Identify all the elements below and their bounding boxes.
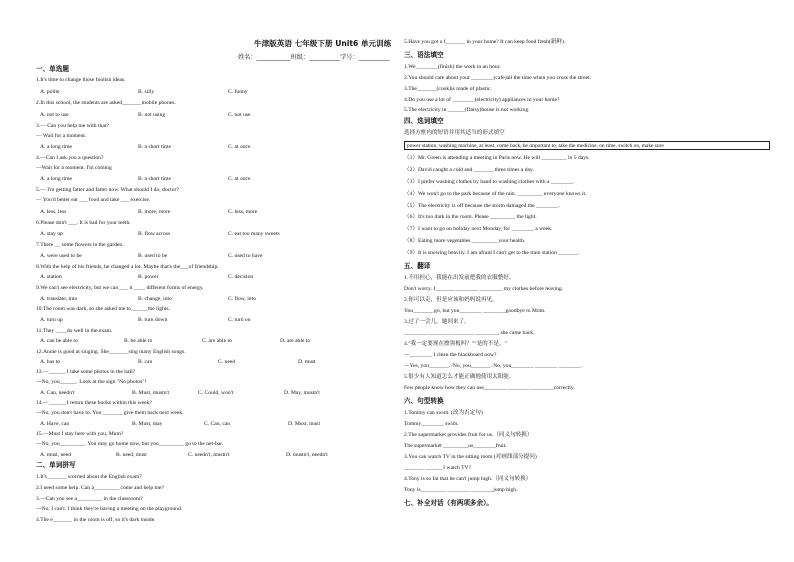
translation-1-chinese: 1.不用担心，我能在出发前把我的衣服整好。 bbox=[404, 275, 515, 281]
option: C. are able to bbox=[202, 338, 232, 344]
option: A. not to use bbox=[40, 112, 69, 118]
question-3-reply: — Wait for a moment. bbox=[36, 133, 87, 139]
transform-3-answer: _______ ______ I watch TV? bbox=[404, 465, 472, 471]
option: C. funny bbox=[228, 89, 248, 95]
translation-1-english: Don't worry. I_______ ________ ________ my clothes before leaving. bbox=[404, 286, 564, 292]
translation-5-chinese: 5.很少有人知道怎么才能正确地使用太阳能。 bbox=[404, 374, 515, 380]
question-11: 11.They ____do well in the exam. bbox=[36, 328, 113, 334]
question-8: 8.With the help of his friends, he changed a lot. Maybe that's the___of friendship. bbox=[36, 264, 219, 270]
translation-2-chinese: 2.你可以走，但是应该和妈妈说再见。 bbox=[404, 297, 498, 303]
spelling-5: 5.Have you got a f_______ in your home? It can keep food fresh(新鲜). bbox=[404, 39, 566, 45]
option: A. polite bbox=[40, 89, 60, 95]
option: A. were used to be bbox=[40, 253, 82, 259]
transform-1: 1.Tommy can swim. (改为否定句) bbox=[404, 410, 483, 416]
question-3: 3.— Can you help me with that? bbox=[36, 123, 109, 129]
grammar-1: 1.We________(finish) the work in an hour. bbox=[404, 64, 501, 70]
option: D. Must, must bbox=[288, 421, 321, 427]
question-4-reply: —Wait for a moment. I'm coming bbox=[36, 165, 112, 171]
question-14-reply: —No, you don't have to. You _______ give them back next week. bbox=[36, 410, 184, 416]
question-12: 12.Annie is good at singing. She_______sing many English songs. bbox=[36, 349, 186, 355]
question-4: 4.—Can I ask you a question? bbox=[36, 155, 104, 161]
option: A. less, less bbox=[40, 209, 67, 215]
option: C. turn on bbox=[228, 317, 251, 323]
section-title-choice: 一、单选题 bbox=[36, 65, 69, 73]
word-choice-5: （5）The electricity is off because the storm damaged the ________. bbox=[404, 203, 560, 209]
question-13-reply: —No, you______. Look at the sign "No photos"! bbox=[36, 379, 147, 385]
option: B. more, more bbox=[138, 209, 171, 215]
transform-3: 3.You can watch TV in the sitting room.(对画线部分提问) bbox=[404, 454, 537, 460]
option: D. must bbox=[298, 359, 316, 365]
question-13: 13.—______ I take some photos in the hall? bbox=[36, 369, 136, 375]
word-choice-2: （2）David caught a cold and _______ three times a day. bbox=[404, 167, 534, 173]
student-info-line: 姓名：___________班级：__________学号：__________ bbox=[238, 54, 390, 61]
option: C. used to have bbox=[228, 253, 263, 259]
page-title: 牛津版英语 七年级下册 Unit6 单元训练 bbox=[254, 39, 392, 48]
section-title-word-choice: 四、选词填空 bbox=[404, 117, 444, 125]
question-5-reply: — You'd better eat ___ food and take ___ exercise. bbox=[36, 197, 151, 203]
option: C. at once bbox=[228, 176, 251, 182]
question-6: 6.Please don't ___. It is bad for your teeth. bbox=[36, 220, 131, 226]
option: B. flow across bbox=[138, 231, 171, 237]
word-bank-box: power station, washing machine, at least, come back, be important to, take the medicine, on time, switch on, make sure bbox=[404, 141, 770, 150]
option: A. must, need bbox=[40, 452, 72, 458]
option: B. power bbox=[138, 274, 159, 280]
option: C. at once bbox=[228, 144, 251, 150]
option: B. used to be bbox=[138, 253, 168, 259]
spelling-1: 1.It's_______ worried about the English exam? bbox=[36, 474, 142, 480]
option: A. stay up bbox=[40, 231, 63, 237]
spelling-4: 4.The e_______ in the room is off, so it's dark inside. bbox=[36, 517, 156, 523]
option: D. are able to bbox=[280, 338, 311, 344]
option: C. Could, won't bbox=[198, 390, 234, 396]
option: A. can be able to bbox=[40, 338, 78, 344]
option: C. decision bbox=[228, 274, 254, 280]
section-title-spelling: 二、单词拼写 bbox=[36, 461, 76, 469]
option: D. mustn't, needn't bbox=[286, 452, 328, 458]
question-10: 10.The room was dark, so she asked me to______the lights. bbox=[36, 306, 170, 312]
option: B. turn down bbox=[138, 317, 168, 323]
translation-5-english: Few people know how they can use________ ________ ________correctly. bbox=[404, 385, 575, 391]
translation-2-english: You_______ go, but you________ ________goodbye to Mom. bbox=[404, 308, 546, 314]
option: B. a short time bbox=[138, 176, 171, 182]
spelling-3-reply: —No, I can't. I think they're having a meeting on the playground. bbox=[36, 506, 183, 512]
translation-4-english-a: —Yes, you_______. /No, you_______. No, you________ ________ ________. bbox=[404, 363, 583, 369]
word-choice-3: （3）I prefer washing clothes by hand to washing clothes with a ________. bbox=[404, 179, 575, 185]
option: A. has to bbox=[40, 359, 61, 365]
option: A. Have, can bbox=[40, 421, 70, 427]
word-choice-6: （6）It's too dark in the room. Please _________ the light. bbox=[404, 214, 537, 220]
option: D. May, mustn't bbox=[284, 390, 320, 396]
word-choice-1: （1）Mr. Green is attending a meeting in Paris now. He will _________ in 5 days. bbox=[404, 155, 590, 161]
grammar-3: 3.The_______(cook)is made of plastic. bbox=[404, 86, 492, 92]
transform-2-answer: The supermarket _________us________fruit. bbox=[404, 443, 507, 449]
option: A. turn up bbox=[40, 317, 63, 323]
option: C. not use bbox=[228, 112, 251, 118]
question-2: 2.In this school, the students are asked_______mobile phones. bbox=[36, 100, 176, 106]
question-9: 9.We can't see electricity, but we can ___ it ____ different forms of energy. bbox=[36, 285, 204, 291]
option: B. be able to bbox=[124, 338, 153, 344]
option: A. station bbox=[40, 274, 62, 280]
spelling-2: 2.I need some help. Can a_________ come and help me? bbox=[36, 485, 164, 491]
option: A. a long time bbox=[40, 144, 73, 150]
question-1: 1.It's time to change those foolish ideas. bbox=[36, 77, 126, 83]
option: C. needn't, mustn't bbox=[188, 452, 230, 458]
section-title-sentence-transform: 六、句型转换 bbox=[404, 397, 444, 405]
question-5: 5.— I'm getting fatter and fatter now. What should I do, doctor? bbox=[36, 187, 179, 193]
spelling-3: 3.—Can you see a_________ in the classroom? bbox=[36, 496, 143, 502]
word-choice-7: （7）I want to go on holiday next Monday, for ________ a week. bbox=[404, 226, 553, 232]
option: B. silly bbox=[138, 89, 155, 95]
word-choice-8: （8）Eating more vegetables _________ your health. bbox=[404, 238, 526, 244]
word-choice-instruction: 选择方框内的短语并用其适当的形式填空 bbox=[404, 130, 505, 136]
option: C. need bbox=[218, 359, 236, 365]
transform-4-answer: Tony is_________ ________ ________jump high. bbox=[404, 487, 518, 493]
translation-4-english-q: —________ I clean the blackboard now? bbox=[404, 352, 497, 358]
option: B. can bbox=[138, 359, 153, 365]
transform-1-answer: Tommy________ swim. bbox=[404, 421, 459, 427]
question-7: 7.There __ some flowers in the garden. bbox=[36, 242, 124, 248]
option: C. less, more bbox=[228, 209, 258, 215]
translation-3-chinese: 3.过了一会儿，她回来了。 bbox=[404, 319, 470, 325]
transform-2: 2.The supermarket provides fruit for us.（同义句转换） bbox=[404, 432, 533, 438]
option: B. not using bbox=[138, 112, 166, 118]
grammar-5: 5.The electricity in ______(Daisy)house is not working. bbox=[404, 107, 530, 113]
question-15: 15.—Must I stay here with you, Mum? bbox=[36, 431, 124, 437]
section-title-dialogue: 七、补全对话（有两项多余）。 bbox=[404, 499, 494, 507]
option: A. translate, into bbox=[40, 296, 78, 302]
option: A. Can, needn't bbox=[40, 390, 75, 396]
option: C. Can, can bbox=[204, 421, 231, 427]
section-title-grammar: 三、语法填空 bbox=[404, 51, 444, 59]
section-title-translation: 五、翻译 bbox=[404, 262, 431, 270]
option: B. need, must bbox=[116, 452, 147, 458]
word-choice-4: （4）We won't go to the park because of the rain. _________ everyone knows it. bbox=[404, 191, 587, 197]
transform-4: 4.Tony is so fat that he can't jump high.（同义句转换） bbox=[404, 476, 532, 482]
option: B. change, into bbox=[138, 296, 172, 302]
option: B. a short time bbox=[138, 144, 171, 150]
option: C. eat too many sweets bbox=[228, 231, 280, 237]
question-15-reply: —No, you_________. You may go home now, but you_________ go to the net-bar. bbox=[36, 441, 224, 447]
word-choice-9: （9）It is snowing heavily. I am afraid I can't get to the train station _______. bbox=[404, 250, 580, 256]
question-14: 14.—______ I return these books within this week? bbox=[36, 400, 152, 406]
grammar-2: 2.You should care about your ________(cafe)all the time when you cross the street. bbox=[404, 75, 592, 81]
option: B. Must, may bbox=[132, 421, 163, 427]
option: B. Must, mustn't bbox=[132, 390, 170, 396]
option: A. a long time bbox=[40, 176, 73, 182]
grammar-4: 4.Do you use a lot of ________(electricity) appliances in your home? bbox=[404, 97, 560, 103]
option: C. flow, into bbox=[228, 296, 256, 302]
translation-4-chinese: 4."我一定要现在擦黑板吗？""是的不是。" bbox=[404, 341, 507, 347]
translation-3-english: ________ ________ ________ ________, she came back. bbox=[404, 330, 535, 336]
